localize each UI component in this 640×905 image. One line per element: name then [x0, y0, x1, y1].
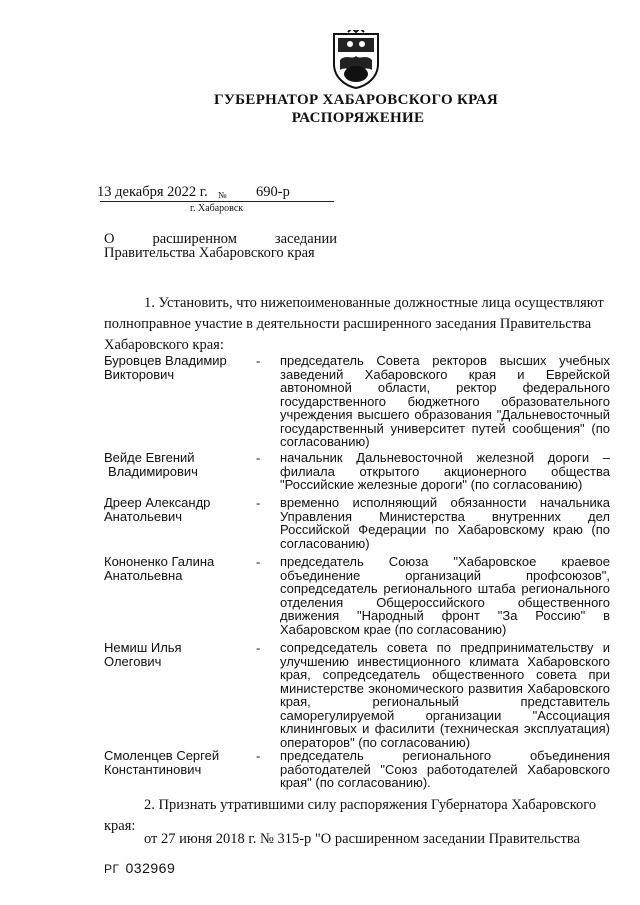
official-name-line: Немиш Илья — [104, 640, 182, 655]
subject-word: заседании — [274, 231, 337, 247]
paragraph-1 — [104, 293, 610, 356]
document-number: 690-р — [256, 184, 290, 200]
official-name-line: Анатольевич — [104, 508, 183, 524]
official-name-line: Вейде Евгений — [104, 450, 195, 465]
document-type-title: РАСПОРЯЖЕНИЕ — [291, 110, 425, 126]
coat-of-arms-emblem — [330, 30, 382, 90]
subject-word: расширенном — [152, 231, 237, 247]
official-name — [104, 496, 244, 523]
official-name-line: Владимирович — [108, 463, 198, 479]
paragraph-2-line-2: края: — [104, 818, 136, 834]
paragraph-1-line-2: полноправное участие в деятельности расширенного заседания Правительства — [104, 316, 592, 332]
official-description: председатель регионального объединения работодателей "Союз работодателей Хабаровского края" (по согласованию). — [280, 748, 610, 790]
entry-dash: - — [256, 640, 261, 655]
serial-prefix: РГ — [104, 862, 120, 876]
official-name-line: Смоленцев Сергей — [104, 748, 220, 763]
official-description: начальник Дальневосточной железной дороги – филиала открытого акционерного общества "Российские железные дороги" (по согласованию) — [280, 450, 610, 492]
document-date: 13 декабря 2022 г. — [97, 184, 208, 200]
paragraph-3: от 27 июня 2018 г. № 315-р "О расширенном заседании Правительства — [144, 831, 580, 847]
document-city: г. Хабаровск — [190, 203, 244, 214]
entry-dash: - — [256, 748, 261, 763]
subject-word: О — [104, 231, 115, 247]
official-description: сопредседатель совета по предпринимательству и улучшению инвестиционного климата Хабаровского края, сопредседатель общественного совета при министерстве экономического развития Хабаровского края, региональный представитель саморегулируемой организации "Ассоциация клининговых и фасилити (техническая эксплуатация) операторов" (по согласованию) — [280, 640, 610, 750]
official-name-line: Анатольевна — [104, 567, 183, 583]
subject-line-2: Правительства Хабаровского края — [104, 245, 315, 261]
date-underline — [100, 201, 334, 202]
official-description: временно исполняющий обязанности начальника Управления Министерства внутренних дел Российской Федерации по Хабаровскому краю (по согласованию) — [280, 495, 610, 551]
entry-dash: - — [256, 353, 261, 368]
serial-number: 032969 — [125, 860, 176, 876]
official-name-line: Олегович — [104, 653, 162, 669]
official-name-line: Кононенко Галина — [104, 554, 215, 569]
official-name — [104, 451, 244, 478]
official-description: председатель Союза "Хабаровское краевое объединение организаций профсоюзов", сопредседатель регионального штаба регионального отделения Общероссийского общественного движения "Народный фронт "За Россию" в Хабаровском крае (по согласованию) — [280, 554, 610, 637]
entry-dash: - — [256, 554, 261, 569]
official-name — [104, 354, 244, 381]
paragraph-1-line-3: Хабаровского края: — [104, 337, 224, 353]
official-name — [104, 641, 244, 668]
official-name — [104, 555, 244, 582]
official-name-line: Дреер Александр — [104, 495, 211, 510]
form-serial-number — [104, 860, 175, 876]
official-name-line: Викторович — [104, 366, 175, 382]
entry-dash: - — [256, 495, 261, 510]
document-subject — [104, 232, 337, 260]
official-description: председатель Совета ректоров высших учебных заведений Хабаровского края и Еврейской автономной области, ректор федерального государственного бюджетного образовательного учреждения высшего образования "Дальневосточный государственный университет путей сообщения" (по согласованию) — [280, 353, 610, 449]
official-name-line: Буровцев Владимир — [104, 353, 227, 368]
paragraph-2-line-1: 2. Признать утратившими силу распоряжения Губернатора Хабаровского — [144, 797, 597, 813]
number-sign: № — [218, 190, 227, 200]
issuer-title: ГУБЕРНАТОР ХАБАРОВСКОГО КРАЯ — [214, 92, 498, 108]
official-name — [104, 749, 244, 776]
paragraph-1-line-1: 1. Установить, что нижепоименованные должностные лица осуществляют — [144, 295, 604, 311]
entry-dash: - — [256, 450, 261, 465]
official-name-line: Константинович — [104, 761, 202, 777]
